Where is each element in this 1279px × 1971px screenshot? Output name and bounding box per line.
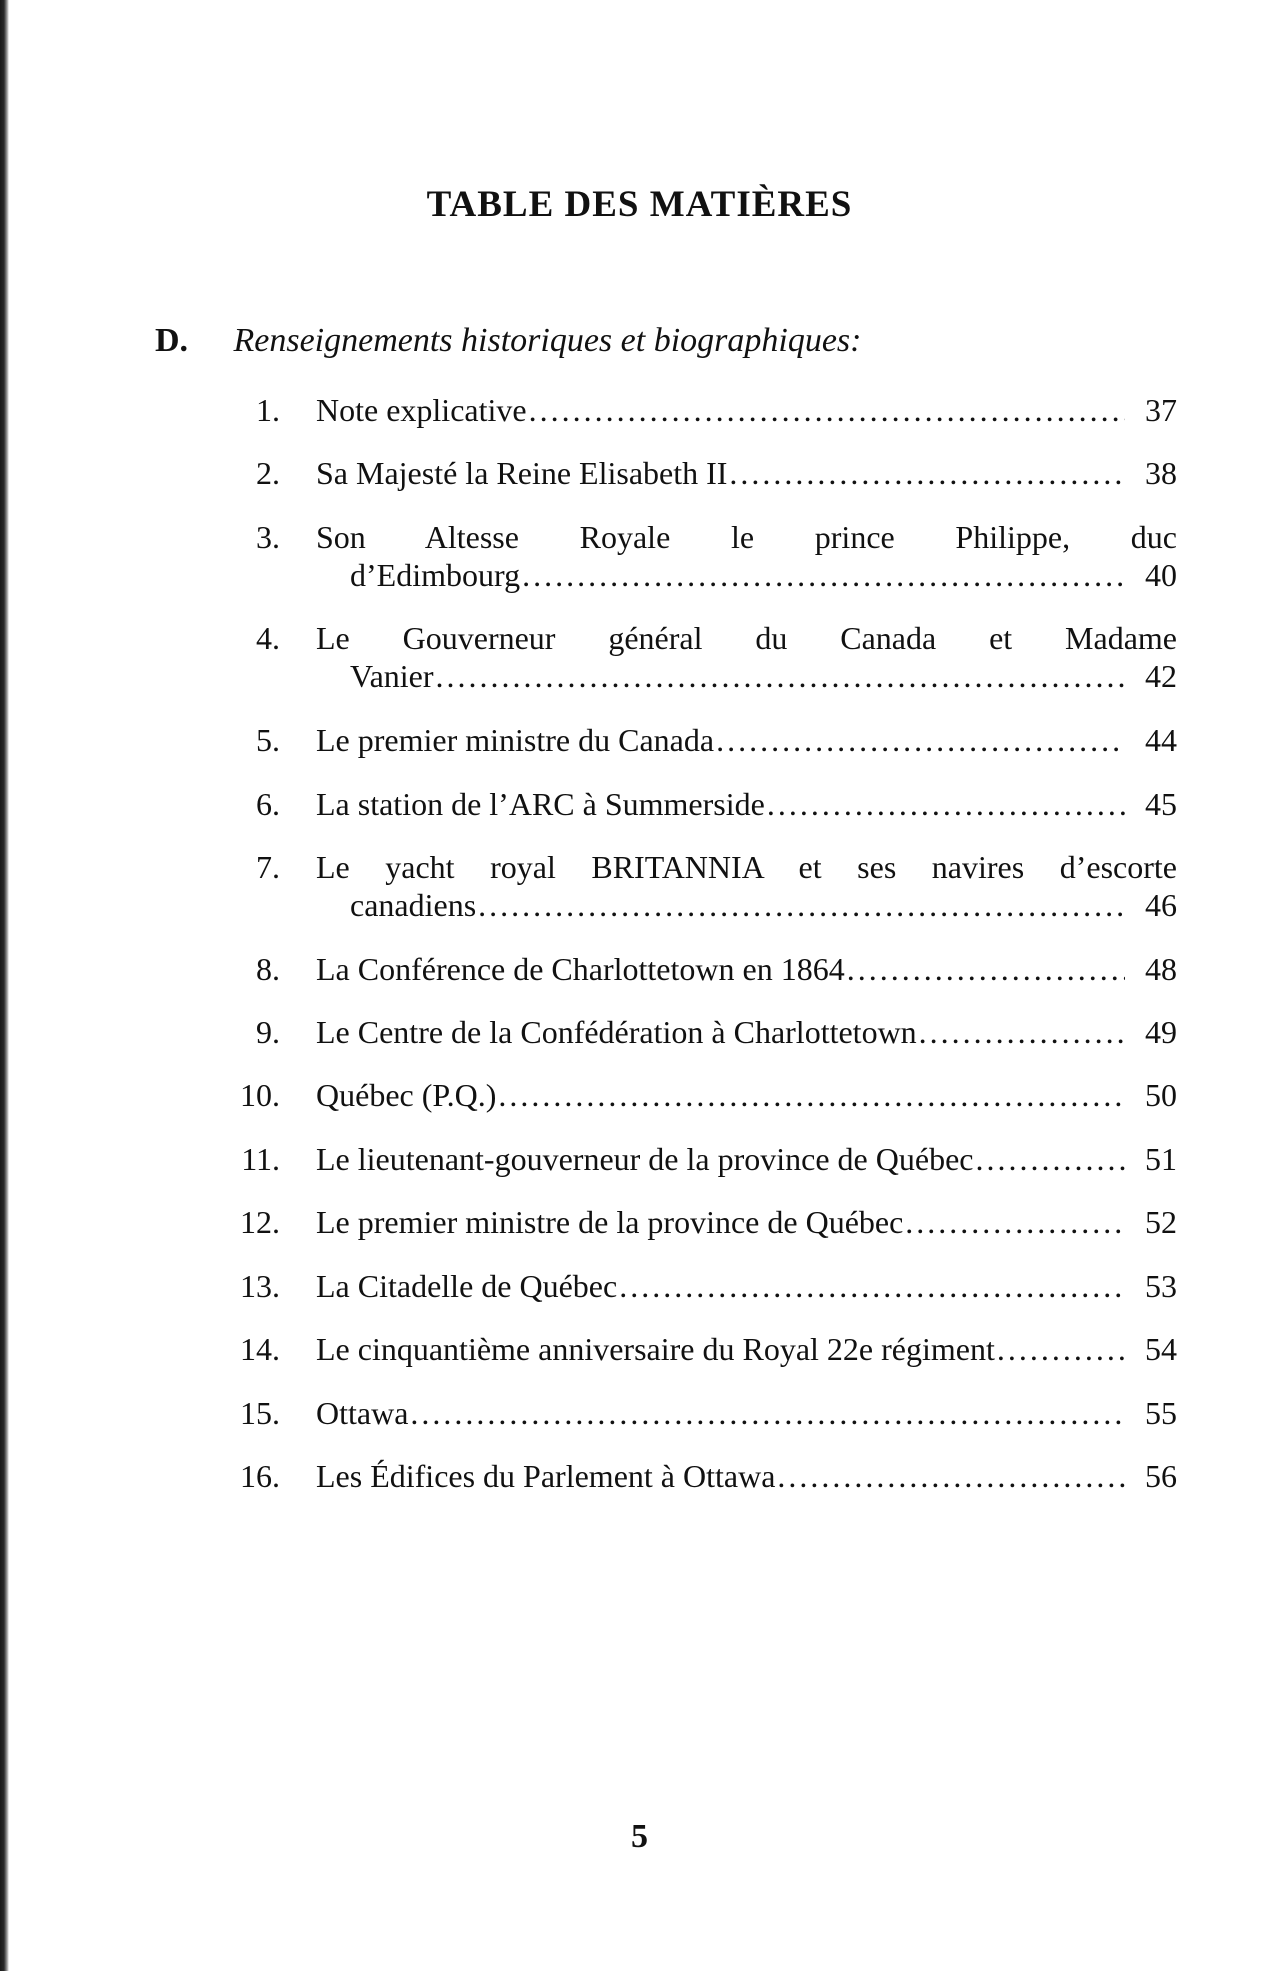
entry-title: Son Altesse Royale le prince Philippe, duc bbox=[316, 519, 1177, 555]
entry-title: Le lieutenant-gouverneur de la province de Québec bbox=[316, 1141, 974, 1177]
entry-title: Le premier ministre du Canada bbox=[316, 722, 715, 758]
entry-number: 1. bbox=[256, 392, 280, 428]
binding-edge bbox=[0, 0, 9, 1971]
entry-line bbox=[316, 1077, 1177, 1113]
entry-line bbox=[316, 620, 1177, 656]
entry-page-number: 51 bbox=[1145, 1141, 1177, 1177]
dot-leader bbox=[777, 1458, 1125, 1494]
entry-number: 5. bbox=[256, 722, 280, 758]
entry-number: 8. bbox=[256, 951, 280, 987]
entry-title: Le premier ministre de la province de Québec bbox=[316, 1204, 904, 1240]
entry-continuation-line bbox=[350, 557, 1177, 593]
entry-title: Ottawa bbox=[316, 1395, 409, 1431]
entry-number: 14. bbox=[240, 1331, 280, 1367]
entry-title: Le cinquantième anniversaire du Royal 22e régiment bbox=[316, 1331, 995, 1367]
dot-leader bbox=[729, 455, 1125, 491]
dot-leader bbox=[529, 392, 1125, 428]
entry-title: La Citadelle de Québec bbox=[316, 1268, 618, 1304]
entry-page-number: 45 bbox=[1145, 786, 1177, 822]
dot-leader bbox=[478, 887, 1125, 923]
entry-title-continuation: d’Edimbourg bbox=[350, 557, 521, 593]
dot-leader bbox=[975, 1141, 1125, 1177]
entry-continuation-line bbox=[350, 887, 1177, 923]
entry-line bbox=[316, 1014, 1177, 1050]
entry-title: Les Édifices du Parlement à Ottawa bbox=[316, 1458, 776, 1494]
entry-line bbox=[316, 722, 1177, 758]
section-letter: D. bbox=[155, 322, 189, 359]
entry-title-continuation: Vanier bbox=[350, 658, 434, 694]
entry-number: 13. bbox=[240, 1268, 280, 1304]
entry-line bbox=[316, 1204, 1177, 1240]
entry-page-number: 46 bbox=[1145, 887, 1177, 923]
dot-leader bbox=[997, 1331, 1125, 1367]
entry-page-number: 52 bbox=[1145, 1204, 1177, 1240]
section-heading bbox=[155, 322, 1155, 360]
dot-leader bbox=[498, 1077, 1125, 1113]
entry-title: Le Centre de la Confédération à Charlottetown bbox=[316, 1014, 917, 1050]
entry-page-number: 56 bbox=[1145, 1458, 1177, 1494]
section-title: Renseignements historiques et biographiques: bbox=[233, 322, 862, 359]
entry-number: 12. bbox=[240, 1204, 280, 1240]
entry-number: 3. bbox=[256, 519, 280, 555]
entry-line bbox=[316, 392, 1177, 428]
dot-leader bbox=[716, 722, 1125, 758]
dot-leader bbox=[847, 951, 1125, 987]
dot-leader bbox=[919, 1014, 1125, 1050]
entry-number: 7. bbox=[256, 849, 280, 885]
entry-page-number: 48 bbox=[1145, 951, 1177, 987]
entry-title: Le Gouverneur général du Canada et Madame bbox=[316, 620, 1177, 656]
entry-line bbox=[316, 1331, 1177, 1367]
page-title: TABLE DES MATIÈRES bbox=[426, 184, 853, 225]
entry-line bbox=[316, 1268, 1177, 1304]
entry-line bbox=[316, 519, 1177, 555]
entry-line bbox=[316, 786, 1177, 822]
entry-page-number: 38 bbox=[1145, 455, 1177, 491]
entry-title: La station de l’ARC à Summerside bbox=[316, 786, 765, 822]
entry-number: 4. bbox=[256, 620, 280, 656]
entry-number: 6. bbox=[256, 786, 280, 822]
entry-number: 2. bbox=[256, 455, 280, 491]
dot-leader bbox=[436, 658, 1125, 694]
entry-page-number: 55 bbox=[1145, 1395, 1177, 1431]
entry-number: 10. bbox=[240, 1077, 280, 1113]
dot-leader bbox=[767, 786, 1125, 822]
entry-number: 11. bbox=[241, 1141, 280, 1177]
entry-line bbox=[316, 1395, 1177, 1431]
entry-title: Québec (P.Q.) bbox=[316, 1077, 497, 1113]
entry-number: 15. bbox=[240, 1395, 280, 1431]
entry-page-number: 37 bbox=[1145, 392, 1177, 428]
entry-number: 16. bbox=[240, 1458, 280, 1494]
dot-leader bbox=[619, 1268, 1125, 1304]
entry-title-continuation: canadiens bbox=[350, 887, 477, 923]
entry-number: 9. bbox=[256, 1014, 280, 1050]
entry-line bbox=[316, 849, 1177, 885]
entry-page-number: 49 bbox=[1145, 1014, 1177, 1050]
dot-leader bbox=[905, 1204, 1125, 1240]
page-number: 5 bbox=[631, 1818, 648, 1855]
entry-title: La Conférence de Charlottetown en 1864 bbox=[316, 951, 845, 987]
dot-leader bbox=[410, 1395, 1125, 1431]
entry-title: Sa Majesté la Reine Elisabeth II bbox=[316, 455, 728, 491]
entry-line bbox=[316, 1141, 1177, 1177]
entry-line bbox=[316, 951, 1177, 987]
dot-leader bbox=[522, 557, 1125, 593]
entry-page-number: 40 bbox=[1145, 557, 1177, 593]
entry-title: Note explicative bbox=[316, 392, 527, 428]
entry-line bbox=[316, 455, 1177, 491]
entry-page-number: 50 bbox=[1145, 1077, 1177, 1113]
entry-page-number: 44 bbox=[1145, 722, 1177, 758]
entry-page-number: 42 bbox=[1145, 658, 1177, 694]
entry-page-number: 53 bbox=[1145, 1268, 1177, 1304]
entry-title: Le yacht royal BRITANNIA et ses navires d’escorte bbox=[316, 849, 1177, 885]
entry-continuation-line bbox=[350, 658, 1177, 694]
entry-page-number: 54 bbox=[1145, 1331, 1177, 1367]
entry-line bbox=[316, 1458, 1177, 1494]
